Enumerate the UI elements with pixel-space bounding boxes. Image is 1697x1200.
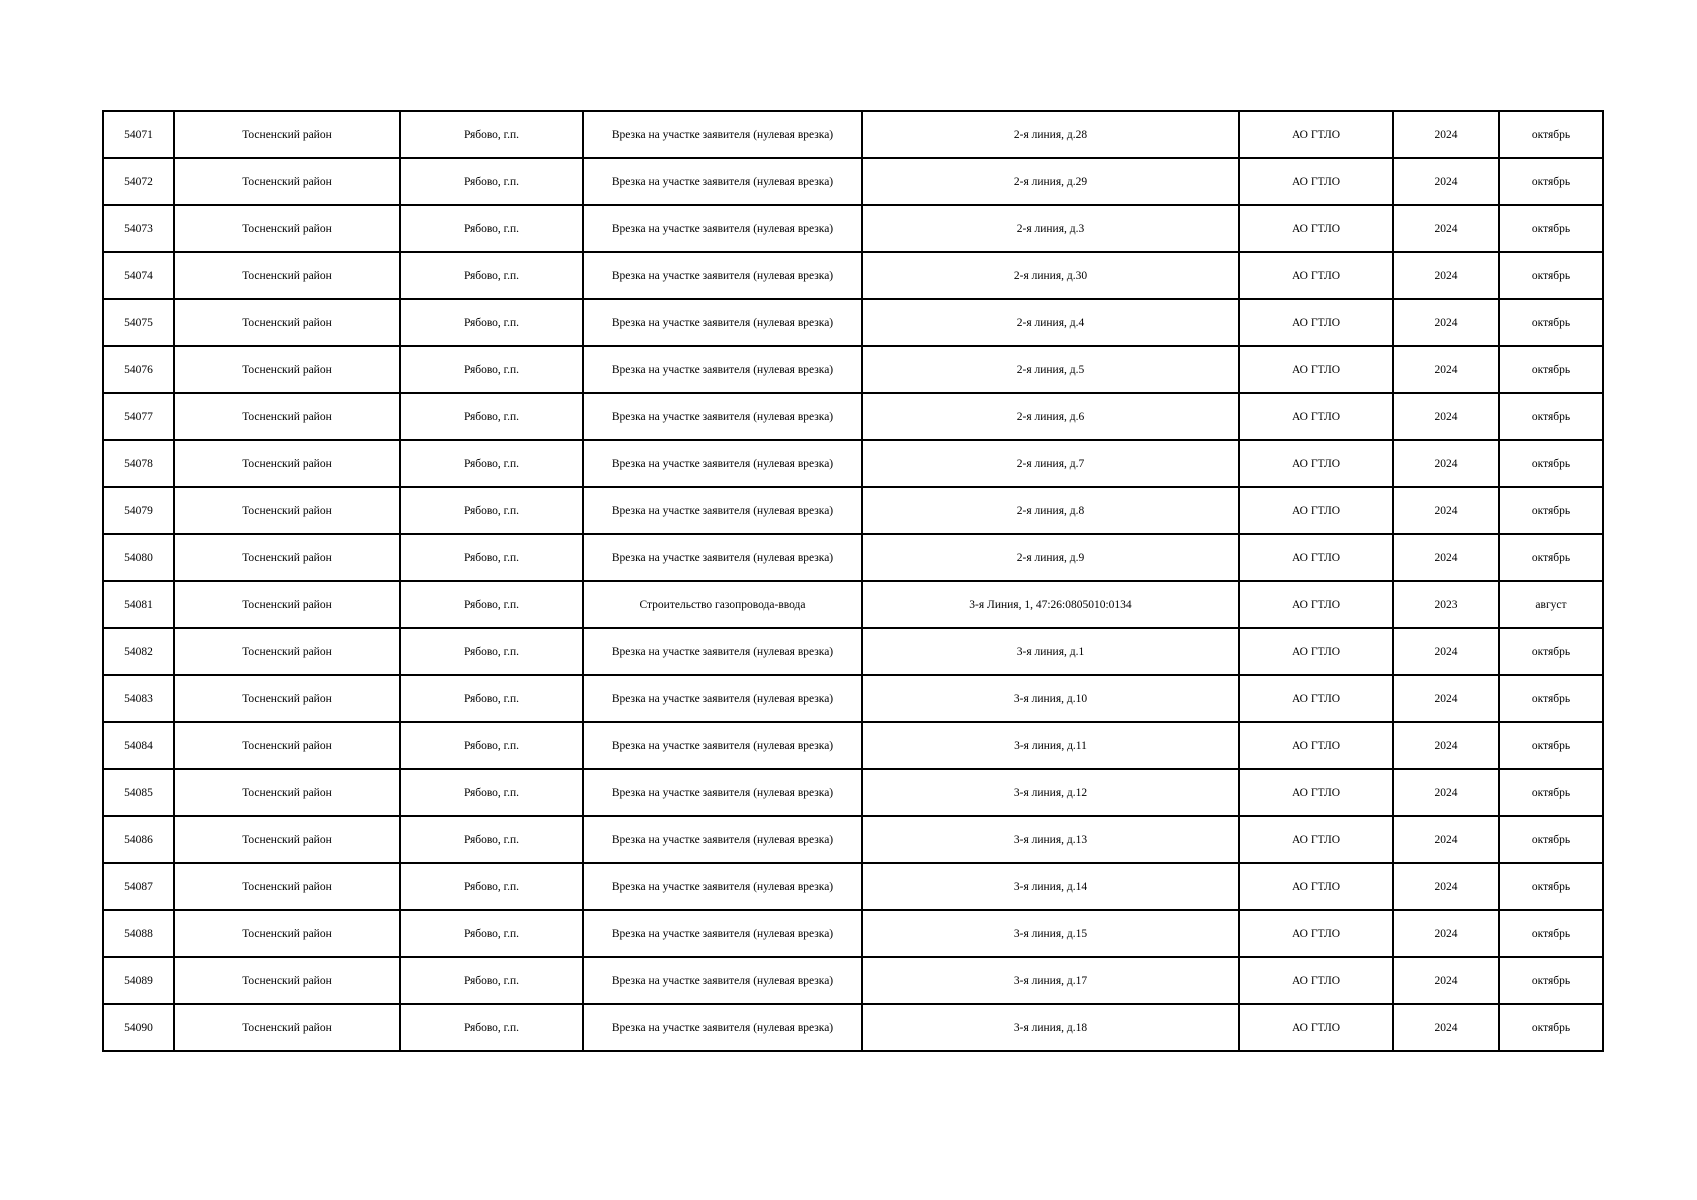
cell-district: Тосненский район <box>174 910 400 957</box>
cell-organization: АО ГТЛО <box>1239 205 1393 252</box>
cell-district: Тосненский район <box>174 487 400 534</box>
cell-year: 2024 <box>1393 816 1499 863</box>
cell-settlement: Рябово, г.п. <box>400 816 583 863</box>
table-row <box>103 111 1603 158</box>
cell-id: 54089 <box>103 957 174 1004</box>
table-row <box>103 1004 1603 1051</box>
cell-id: 54080 <box>103 534 174 581</box>
cell-work-type: Врезка на участке заявителя (нулевая врезка) <box>583 816 862 863</box>
cell-settlement: Рябово, г.п. <box>400 675 583 722</box>
cell-district: Тосненский район <box>174 581 400 628</box>
cell-id: 54090 <box>103 1004 174 1051</box>
cell-month: октябрь <box>1499 1004 1603 1051</box>
cell-address: 2-я линия, д.5 <box>862 346 1239 393</box>
cell-settlement: Рябово, г.п. <box>400 440 583 487</box>
table-row <box>103 487 1603 534</box>
cell-settlement: Рябово, г.п. <box>400 581 583 628</box>
cell-id: 54084 <box>103 722 174 769</box>
cell-id: 54083 <box>103 675 174 722</box>
cell-organization: АО ГТЛО <box>1239 111 1393 158</box>
cell-month: октябрь <box>1499 487 1603 534</box>
cell-address: 2-я линия, д.9 <box>862 534 1239 581</box>
cell-address: 2-я линия, д.4 <box>862 299 1239 346</box>
cell-address: 3-я линия, д.17 <box>862 957 1239 1004</box>
cell-work-type: Строительство газопровода-ввода <box>583 581 862 628</box>
cell-settlement: Рябово, г.п. <box>400 628 583 675</box>
cell-year: 2024 <box>1393 1004 1499 1051</box>
cell-settlement: Рябово, г.п. <box>400 769 583 816</box>
cell-month: октябрь <box>1499 111 1603 158</box>
table-row <box>103 910 1603 957</box>
cell-organization: АО ГТЛО <box>1239 722 1393 769</box>
table-row <box>103 534 1603 581</box>
cell-year: 2024 <box>1393 252 1499 299</box>
cell-work-type: Врезка на участке заявителя (нулевая врезка) <box>583 1004 862 1051</box>
cell-organization: АО ГТЛО <box>1239 675 1393 722</box>
cell-year: 2024 <box>1393 487 1499 534</box>
cell-work-type: Врезка на участке заявителя (нулевая врезка) <box>583 722 862 769</box>
table-row <box>103 816 1603 863</box>
table-row <box>103 393 1603 440</box>
cell-month: октябрь <box>1499 816 1603 863</box>
cell-year: 2024 <box>1393 111 1499 158</box>
cell-month: октябрь <box>1499 957 1603 1004</box>
table-row <box>103 628 1603 675</box>
cell-id: 54086 <box>103 816 174 863</box>
cell-district: Тосненский район <box>174 111 400 158</box>
cell-work-type: Врезка на участке заявителя (нулевая врезка) <box>583 393 862 440</box>
cell-organization: АО ГТЛО <box>1239 628 1393 675</box>
table-row <box>103 957 1603 1004</box>
cell-year: 2024 <box>1393 534 1499 581</box>
cell-month: октябрь <box>1499 393 1603 440</box>
cell-work-type: Врезка на участке заявителя (нулевая врезка) <box>583 910 862 957</box>
cell-work-type: Врезка на участке заявителя (нулевая врезка) <box>583 534 862 581</box>
table-row <box>103 158 1603 205</box>
cell-month: октябрь <box>1499 534 1603 581</box>
cell-address: 3-я линия, д.11 <box>862 722 1239 769</box>
cell-year: 2024 <box>1393 158 1499 205</box>
cell-address: 2-я линия, д.7 <box>862 440 1239 487</box>
cell-district: Тосненский район <box>174 769 400 816</box>
cell-organization: АО ГТЛО <box>1239 440 1393 487</box>
cell-id: 54087 <box>103 863 174 910</box>
cell-month: октябрь <box>1499 628 1603 675</box>
document-page <box>102 110 1602 1052</box>
cell-month: октябрь <box>1499 299 1603 346</box>
cell-district: Тосненский район <box>174 205 400 252</box>
cell-settlement: Рябово, г.п. <box>400 205 583 252</box>
cell-year: 2024 <box>1393 957 1499 1004</box>
cell-month: октябрь <box>1499 910 1603 957</box>
cell-district: Тосненский район <box>174 158 400 205</box>
cell-settlement: Рябово, г.п. <box>400 863 583 910</box>
cell-work-type: Врезка на участке заявителя (нулевая врезка) <box>583 440 862 487</box>
cell-work-type: Врезка на участке заявителя (нулевая врезка) <box>583 487 862 534</box>
cell-year: 2024 <box>1393 769 1499 816</box>
cell-district: Тосненский район <box>174 393 400 440</box>
cell-settlement: Рябово, г.п. <box>400 487 583 534</box>
cell-district: Тосненский район <box>174 346 400 393</box>
cell-month: август <box>1499 581 1603 628</box>
cell-year: 2024 <box>1393 393 1499 440</box>
cell-year: 2024 <box>1393 910 1499 957</box>
cell-year: 2024 <box>1393 205 1499 252</box>
cell-year: 2024 <box>1393 628 1499 675</box>
cell-settlement: Рябово, г.п. <box>400 299 583 346</box>
cell-address: 3-я линия, д.1 <box>862 628 1239 675</box>
cell-settlement: Рябово, г.п. <box>400 111 583 158</box>
cell-id: 54079 <box>103 487 174 534</box>
cell-work-type: Врезка на участке заявителя (нулевая врезка) <box>583 628 862 675</box>
cell-settlement: Рябово, г.п. <box>400 534 583 581</box>
table-row <box>103 581 1603 628</box>
cell-settlement: Рябово, г.п. <box>400 910 583 957</box>
cell-organization: АО ГТЛО <box>1239 863 1393 910</box>
table-row <box>103 346 1603 393</box>
cell-work-type: Врезка на участке заявителя (нулевая врезка) <box>583 769 862 816</box>
cell-settlement: Рябово, г.п. <box>400 722 583 769</box>
cell-month: октябрь <box>1499 158 1603 205</box>
cell-work-type: Врезка на участке заявителя (нулевая врезка) <box>583 205 862 252</box>
cell-month: октябрь <box>1499 863 1603 910</box>
table-row <box>103 722 1603 769</box>
table-row <box>103 440 1603 487</box>
cell-month: октябрь <box>1499 205 1603 252</box>
cell-year: 2024 <box>1393 863 1499 910</box>
cell-district: Тосненский район <box>174 252 400 299</box>
cell-year: 2024 <box>1393 346 1499 393</box>
cell-work-type: Врезка на участке заявителя (нулевая врезка) <box>583 346 862 393</box>
cell-id: 54088 <box>103 910 174 957</box>
cell-organization: АО ГТЛО <box>1239 1004 1393 1051</box>
cell-district: Тосненский район <box>174 957 400 1004</box>
table-row <box>103 252 1603 299</box>
cell-organization: АО ГТЛО <box>1239 816 1393 863</box>
cell-work-type: Врезка на участке заявителя (нулевая врезка) <box>583 111 862 158</box>
gas-connection-table <box>102 110 1604 1052</box>
cell-address: 2-я линия, д.3 <box>862 205 1239 252</box>
cell-organization: АО ГТЛО <box>1239 957 1393 1004</box>
cell-id: 54072 <box>103 158 174 205</box>
cell-work-type: Врезка на участке заявителя (нулевая врезка) <box>583 252 862 299</box>
table-body <box>103 111 1603 1051</box>
cell-district: Тосненский район <box>174 675 400 722</box>
cell-id: 54081 <box>103 581 174 628</box>
cell-month: октябрь <box>1499 346 1603 393</box>
cell-settlement: Рябово, г.п. <box>400 957 583 1004</box>
cell-district: Тосненский район <box>174 440 400 487</box>
cell-month: октябрь <box>1499 722 1603 769</box>
cell-address: 2-я линия, д.29 <box>862 158 1239 205</box>
cell-address: 3-я линия, д.15 <box>862 910 1239 957</box>
cell-organization: АО ГТЛО <box>1239 487 1393 534</box>
cell-settlement: Рябово, г.п. <box>400 393 583 440</box>
cell-district: Тосненский район <box>174 534 400 581</box>
cell-id: 54082 <box>103 628 174 675</box>
cell-organization: АО ГТЛО <box>1239 769 1393 816</box>
cell-month: октябрь <box>1499 675 1603 722</box>
cell-district: Тосненский район <box>174 816 400 863</box>
cell-district: Тосненский район <box>174 863 400 910</box>
cell-month: октябрь <box>1499 252 1603 299</box>
cell-work-type: Врезка на участке заявителя (нулевая врезка) <box>583 863 862 910</box>
cell-address: 3-я линия, д.18 <box>862 1004 1239 1051</box>
cell-year: 2024 <box>1393 440 1499 487</box>
table-row <box>103 205 1603 252</box>
cell-organization: АО ГТЛО <box>1239 252 1393 299</box>
cell-address: 2-я линия, д.30 <box>862 252 1239 299</box>
cell-settlement: Рябово, г.п. <box>400 252 583 299</box>
cell-id: 54071 <box>103 111 174 158</box>
cell-year: 2024 <box>1393 722 1499 769</box>
cell-month: октябрь <box>1499 769 1603 816</box>
cell-organization: АО ГТЛО <box>1239 393 1393 440</box>
cell-district: Тосненский район <box>174 1004 400 1051</box>
cell-year: 2024 <box>1393 675 1499 722</box>
table-row <box>103 299 1603 346</box>
table-row <box>103 769 1603 816</box>
cell-id: 54085 <box>103 769 174 816</box>
cell-work-type: Врезка на участке заявителя (нулевая врезка) <box>583 299 862 346</box>
cell-district: Тосненский район <box>174 299 400 346</box>
cell-address: 3-я линия, д.13 <box>862 816 1239 863</box>
cell-id: 54073 <box>103 205 174 252</box>
cell-settlement: Рябово, г.п. <box>400 346 583 393</box>
cell-work-type: Врезка на участке заявителя (нулевая врезка) <box>583 675 862 722</box>
cell-id: 54076 <box>103 346 174 393</box>
cell-address: 2-я линия, д.28 <box>862 111 1239 158</box>
cell-district: Тосненский район <box>174 722 400 769</box>
cell-work-type: Врезка на участке заявителя (нулевая врезка) <box>583 957 862 1004</box>
cell-organization: АО ГТЛО <box>1239 158 1393 205</box>
cell-id: 54075 <box>103 299 174 346</box>
cell-organization: АО ГТЛО <box>1239 346 1393 393</box>
cell-year: 2023 <box>1393 581 1499 628</box>
cell-organization: АО ГТЛО <box>1239 910 1393 957</box>
cell-id: 54074 <box>103 252 174 299</box>
cell-organization: АО ГТЛО <box>1239 299 1393 346</box>
cell-settlement: Рябово, г.п. <box>400 1004 583 1051</box>
cell-address: 2-я линия, д.8 <box>862 487 1239 534</box>
cell-settlement: Рябово, г.п. <box>400 158 583 205</box>
table-row <box>103 863 1603 910</box>
cell-district: Тосненский район <box>174 628 400 675</box>
cell-id: 54077 <box>103 393 174 440</box>
cell-month: октябрь <box>1499 440 1603 487</box>
table-row <box>103 675 1603 722</box>
cell-address: 3-я линия, д.10 <box>862 675 1239 722</box>
cell-year: 2024 <box>1393 299 1499 346</box>
cell-address: 3-я Линия, 1, 47:26:0805010:0134 <box>862 581 1239 628</box>
cell-id: 54078 <box>103 440 174 487</box>
cell-address: 2-я линия, д.6 <box>862 393 1239 440</box>
cell-organization: АО ГТЛО <box>1239 534 1393 581</box>
cell-address: 3-я линия, д.14 <box>862 863 1239 910</box>
cell-work-type: Врезка на участке заявителя (нулевая врезка) <box>583 158 862 205</box>
cell-organization: АО ГТЛО <box>1239 581 1393 628</box>
cell-address: 3-я линия, д.12 <box>862 769 1239 816</box>
